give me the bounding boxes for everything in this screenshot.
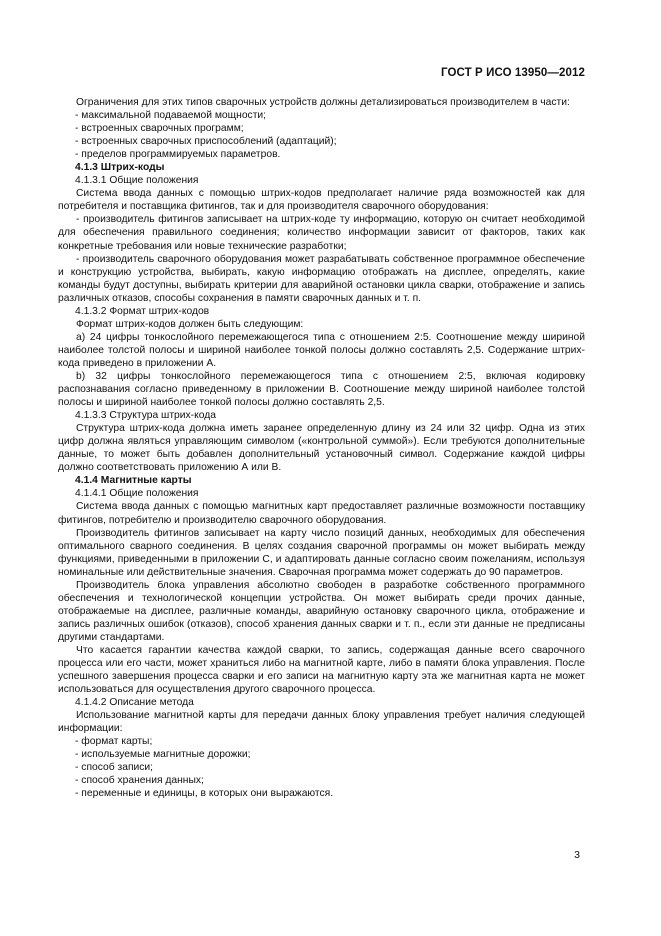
list-item: - используемые магнитные дорожки; bbox=[75, 749, 251, 761]
paragraph: Формат штрих-кодов должен быть следующим: bbox=[76, 318, 304, 330]
paragraph: Производитель блока управления абсолютно свободен в разработке собственного программного обеспечения и технологической концепции устройства. Он может выбирать среди прочих данные, отображаемые на дисплее, различные команды, аварийную остановку сварочного цикла, отображение и запись различных ошибок (отказов), способ хранения данных сварки и т. п., если эти данные не предписаны другими стандартами. bbox=[58, 579, 585, 643]
subsection-heading: 4.1.4.1 Общие положения bbox=[75, 488, 199, 500]
list-item: - пределов программируемых параметров. bbox=[75, 149, 281, 161]
paragraph: Структура штрих-кода должна иметь заранее определенную длину из 24 или 32 цифр. Одна из этих цифр должна являться управляющим символом («контрольной суммой»). Если требуются дополнительные данные, то может быть добавлен дополнительный установочный символ. Содержание каждой цифры должно соответствовать приложению А или В. bbox=[58, 423, 585, 474]
list-item: - встроенных сварочных программ; bbox=[75, 123, 244, 135]
paragraph: Что касается гарантии качества каждой сварки, то запись, содержащая данные всего сварочного процесса или его части, может храниться либо на магнитной карте, либо в памяти блока управления. После успешного завершения процесса сварки и его записи на магнитную карту эта же магнитная карта не может использоваться для осуществления другого сварочного процесса. bbox=[58, 644, 585, 696]
paragraph: - производитель сварочного оборудования может разрабатывать собственное программное обеспечение и конструкцию устройства, выбирать, какую информацию отображать на дисплее, определять, какие команды будут доступны, выбирать критерии для аварийной остановки цикла сварки, отображение и запись различных отказов, способы сохранения в памяти сварочных данных и т. п. bbox=[58, 253, 585, 304]
standard-header: ГОСТ Р ИСО 13950—2012 bbox=[440, 67, 585, 79]
list-item: - переменные и единицы, в которых они выражаются. bbox=[75, 788, 334, 800]
page-number: 3 bbox=[574, 849, 580, 861]
subsection-heading: 4.1.4.2 Описание метода bbox=[75, 697, 194, 709]
subsection-heading: 4.1.3.2 Формат штрих-кодов bbox=[75, 305, 210, 317]
list-item: - максимальной подаваемой мощности; bbox=[75, 110, 267, 122]
section-heading: 4.1.4 Магнитные карты bbox=[75, 475, 192, 487]
list-item: - встроенных сварочных приспособлений (адаптаций); bbox=[75, 136, 337, 148]
paragraph: b) 32 цифры тонкослойного перемежающегося типа с отношением 2:5, включая кодировку распознавания согласно приведенному в приложении В. Соотношение между шириной наиболее толстой полосы и шириной наиболее тонкой полосы должно составлять 2,5. bbox=[58, 370, 585, 409]
paragraph: Система ввода данных с помощью магнитных карт предоставляет различные возможности поставщику фитингов, потребителю и производителю сварочного оборудования. bbox=[58, 501, 585, 526]
list-item: - формат карты; bbox=[75, 736, 153, 748]
subsection-heading: 4.1.3.1 Общие положения bbox=[75, 175, 199, 187]
paragraph: - производитель фитингов записывает на штрих-коде ту информацию, которую он считает необходимой для обеспечения правильного соединения; количество информации зависит от факторов, таких как конкретные требования или новые технические разработки; bbox=[58, 214, 585, 252]
subsection-heading: 4.1.3.3 Структура штрих-кода bbox=[75, 410, 216, 422]
paragraph: Использование магнитной карты для передачи данных блоку управления требует наличия следующей информации: bbox=[58, 710, 585, 735]
paragraph: Ограничения для этих типов сварочных устройств должны детализироваться производителем в части: bbox=[76, 97, 570, 108]
paragraph: Производитель фитингов записывает на карту число позиций данных, необходимых для обеспечения оптимального сварного соединения. В целях создания сварочной программы он может выбирать между функциями, приведенными в приложении С, и адаптировать данные согласно своим пожеланиям, используя номинальные или действительные значения. Сварочная программа может содержать до 90 параметров. bbox=[58, 527, 585, 578]
document-body bbox=[58, 96, 585, 801]
section-heading: 4.1.3 Штрих-коды bbox=[75, 162, 165, 174]
list-item: - способ записи; bbox=[75, 762, 154, 774]
list-item: - способ хранения данных; bbox=[75, 775, 204, 787]
paragraph: a) 24 цифры тонкослойного перемежающегося типа с отношением 2:5. Соотношение между шириной наиболее толстой полосы и шириной наиболее тонкой полосы должно составлять 2,5. Содержание штрих-кода приведено в приложении А. bbox=[58, 331, 585, 369]
paragraph: Система ввода данных с помощью штрих-кодов предполагает наличие ряда возможностей как для потребителя и поставщика фитингов, так и для производителя сварочного оборудования: bbox=[58, 188, 585, 213]
